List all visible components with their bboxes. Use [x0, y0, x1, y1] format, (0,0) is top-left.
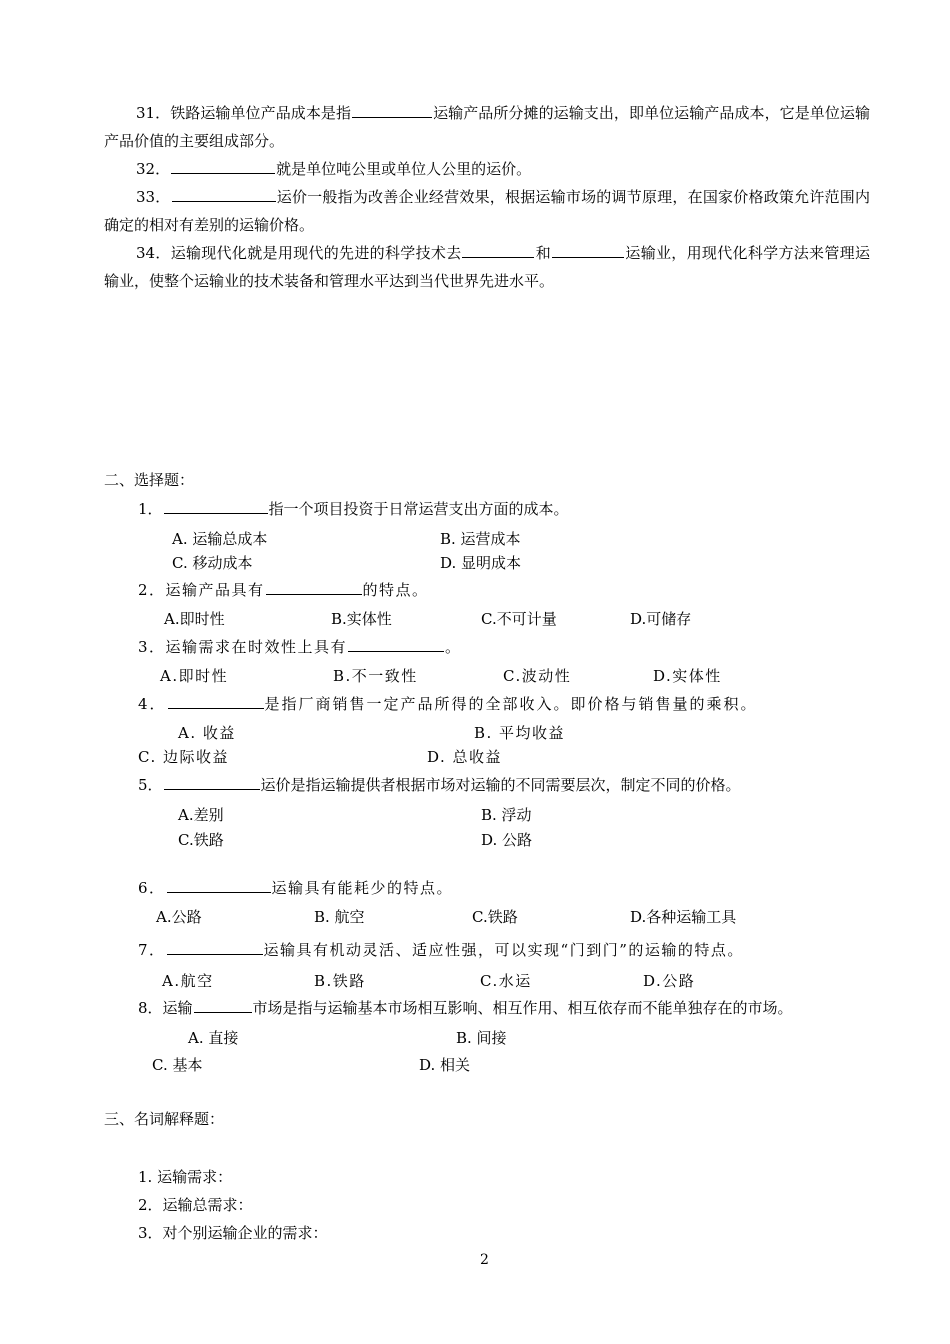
- option-c[interactable]: C.波动性: [503, 667, 572, 685]
- option-c[interactable]: C.铁路: [178, 831, 224, 849]
- question-number: 7．: [138, 941, 166, 959]
- option-c[interactable]: C.水运: [480, 972, 532, 990]
- choice-question-4: [138, 693, 758, 714]
- answer-blank[interactable]: [167, 940, 263, 955]
- answer-blank[interactable]: [348, 637, 444, 652]
- question-text-end: 。: [445, 638, 462, 656]
- option-d[interactable]: D.公路: [643, 972, 696, 990]
- option-d[interactable]: D. 显明成本: [440, 554, 522, 572]
- question-number: 33．: [136, 188, 171, 206]
- question-33: [104, 183, 870, 239]
- option-a[interactable]: A. 直接: [188, 1029, 239, 1047]
- option-b[interactable]: B. 间接: [456, 1029, 507, 1047]
- answer-blank[interactable]: [164, 499, 268, 514]
- answer-blank[interactable]: [172, 187, 276, 202]
- option-b[interactable]: B.实体性: [331, 610, 392, 628]
- option-c[interactable]: C. 移动成本: [172, 554, 253, 572]
- section-heading-terms: 三、名词解释题：: [104, 1110, 225, 1128]
- question-34-text-end: 运输业，用现代化科学方法来管理运输业，使整个运输业的技术装备和管理水平达到当代世界先进水平。: [104, 244, 870, 290]
- question-text: 运价是指运输提供者根据市场对运输的不同需要层次，制定不同的价格。: [260, 776, 741, 794]
- choice-question-5: [138, 774, 741, 795]
- option-b[interactable]: B.铁路: [314, 972, 366, 990]
- option-a[interactable]: A.即时性: [164, 610, 225, 628]
- question-text: 指一个项目投资于日常运营支出方面的成本。: [268, 500, 569, 518]
- option-b[interactable]: B. 运营成本: [440, 530, 521, 548]
- answer-blank[interactable]: [168, 694, 264, 709]
- choice-question-3: [138, 636, 462, 657]
- question-text: 3．运输需求在时效性上具有: [138, 638, 348, 656]
- answer-blank[interactable]: [552, 243, 624, 258]
- page-number: 2: [480, 1252, 489, 1268]
- answer-blank[interactable]: [352, 103, 432, 118]
- option-a[interactable]: A.航空: [162, 972, 214, 990]
- answer-blank[interactable]: [167, 878, 271, 893]
- question-text: 8．运输: [138, 999, 193, 1017]
- term-item-3: 3．对个别运输企业的需求：: [138, 1224, 328, 1242]
- option-d[interactable]: D. 相关: [419, 1056, 471, 1074]
- question-text: 是指厂商销售一定产品所得的全部收入。即价格与销售量的乘积。: [264, 695, 758, 713]
- question-34-text: 34．运输现代化就是用现代的先进的科学技术去: [136, 244, 462, 262]
- term-item-1: 1. 运输需求：: [138, 1168, 233, 1186]
- question-text-end: 的特点。: [362, 581, 429, 599]
- choice-question-6: [138, 877, 453, 898]
- option-d[interactable]: D.各种运输工具: [630, 908, 737, 926]
- option-b[interactable]: B. 浮动: [481, 806, 532, 824]
- answer-blank[interactable]: [266, 580, 362, 595]
- term-item-2: 2．运输总需求：: [138, 1196, 253, 1214]
- option-d[interactable]: D. 公路: [481, 831, 533, 849]
- question-text-end: 市场是指与运输基本市场相互影响、相互作用、相互依存而不能单独存在的市场。: [252, 999, 793, 1017]
- question-text: 运输具有机动灵活、适应性强，可以实现“门到门”的运输的特点。: [263, 941, 744, 959]
- option-c[interactable]: C.铁路: [472, 908, 518, 926]
- option-b[interactable]: B.不一致性: [333, 667, 418, 685]
- question-33-text: 运价一般指为改善企业经营效果，根据运输市场的调节原理，在国家价格政策允许范围内确定的相对有差别的运输价格。: [104, 188, 870, 234]
- question-34: [104, 239, 870, 295]
- option-c[interactable]: C. 边际收益: [138, 748, 229, 766]
- question-number: 1．: [138, 500, 163, 518]
- option-d[interactable]: D.可储存: [630, 610, 692, 628]
- question-number: 4．: [138, 695, 167, 713]
- option-c[interactable]: C.不可计量: [481, 610, 557, 628]
- option-a[interactable]: A. 运输总成本: [172, 530, 268, 548]
- question-text: 2．运输产品具有: [138, 581, 265, 599]
- choice-question-8: [138, 997, 793, 1018]
- question-31: [104, 99, 870, 155]
- question-31-text-end: 运输产品所分摊的运输支出，即单位运输产品成本，它是单位运输产品价值的主要组成部分。: [104, 104, 870, 150]
- question-34-conjunction: 和: [535, 244, 552, 262]
- choice-question-7: [138, 939, 744, 960]
- option-a[interactable]: A.差别: [178, 806, 224, 824]
- choice-question-1: [138, 498, 569, 519]
- section-heading-choice: 二、选择题：: [104, 471, 195, 489]
- question-32-text: 就是单位吨公里或单位人公里的运价。: [276, 160, 532, 178]
- answer-blank[interactable]: [171, 159, 275, 174]
- answer-blank[interactable]: [462, 243, 534, 258]
- answer-blank[interactable]: [194, 998, 252, 1013]
- question-text: 运输具有能耗少的特点。: [271, 879, 454, 897]
- option-a[interactable]: A. 收益: [178, 724, 236, 742]
- question-32: [104, 155, 870, 183]
- option-d[interactable]: D.实体性: [653, 667, 722, 685]
- question-number: 5．: [138, 776, 163, 794]
- question-number: 32．: [136, 160, 171, 178]
- option-c[interactable]: C. 基本: [152, 1056, 203, 1074]
- question-31-text: 31．铁路运输单位产品成本是指: [136, 104, 352, 122]
- option-a[interactable]: A.公路: [156, 908, 202, 926]
- answer-blank[interactable]: [164, 775, 260, 790]
- question-number: 6．: [138, 879, 166, 897]
- option-d[interactable]: D. 总收益: [427, 748, 503, 766]
- option-b[interactable]: B. 平均收益: [474, 724, 566, 742]
- option-b[interactable]: B. 航空: [314, 908, 365, 926]
- choice-question-2: [138, 579, 429, 600]
- option-a[interactable]: A.即时性: [160, 667, 229, 685]
